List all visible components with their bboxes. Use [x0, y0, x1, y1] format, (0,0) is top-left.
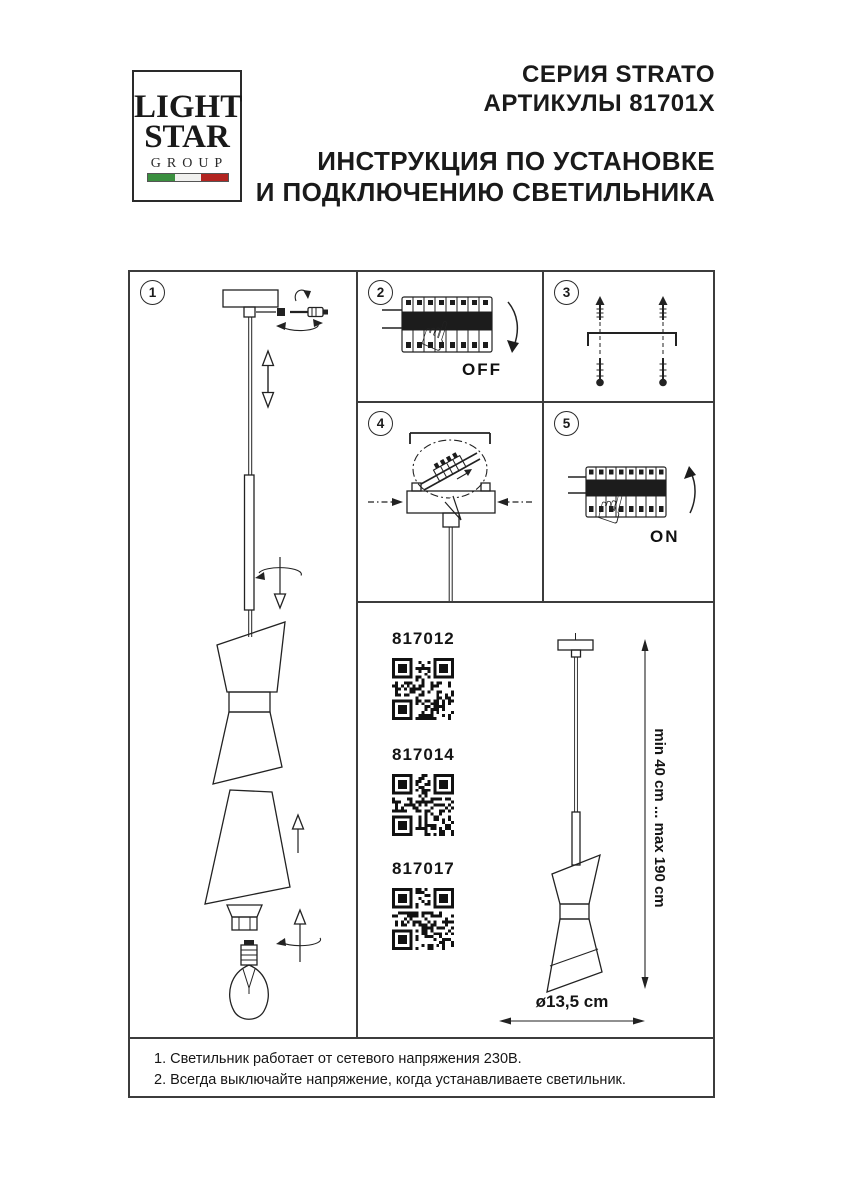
dimensioned-lamp-drawing [488, 603, 713, 1037]
screw-on-arrow-icon [255, 557, 301, 608]
screwdriver-icon [290, 308, 328, 317]
products-panel [358, 603, 713, 1037]
breaker-on-diagram [544, 403, 713, 601]
dowel-right [659, 296, 668, 357]
wires [568, 477, 586, 493]
pointing-hand-icon: ☝ [592, 480, 630, 535]
instruction-title-line1: ИНСТРУКЦИЯ ПО УСТАНОВКЕ [317, 145, 715, 176]
switch-down-arrow-icon [507, 302, 519, 353]
articles-title: АРТИКУЛЫ 81701X [483, 90, 715, 118]
note-1: 1. Светильник работает от сетевого напряжения 230В. [154, 1051, 522, 1067]
instruction-grid [128, 270, 715, 1098]
product-code: 817014 [392, 745, 455, 764]
pointing-hand-icon: ☝ [415, 307, 455, 362]
logo-word-star: STAR [144, 119, 230, 156]
mounting-bracket-diagram [544, 272, 713, 401]
flag-green [148, 174, 175, 181]
step-2-badge: 2 [368, 280, 393, 305]
suspension-rod [245, 475, 255, 610]
wires [382, 310, 402, 328]
product-code: 817012 [392, 629, 455, 648]
breaker-off-diagram [358, 272, 542, 401]
diameter-dimension-arrow [499, 1018, 645, 1025]
bulb-icon [230, 940, 269, 1019]
instruction-title-line2: И ПОДКЛЮЧЕНИЮ СВЕТИЛЬНИКА [255, 176, 715, 207]
step-5-panel [544, 403, 713, 601]
screw-right [659, 358, 667, 386]
product-817014 [392, 745, 482, 836]
bracket-profile [410, 433, 490, 444]
step-5-badge: 5 [554, 411, 579, 436]
grub-screw [277, 308, 285, 316]
terminal-detail-bubble [413, 440, 487, 520]
qr-code [392, 888, 454, 950]
diffuser-cone [205, 790, 290, 904]
product-code: 817017 [392, 859, 455, 878]
step-4-badge: 4 [368, 411, 393, 436]
qr-code [392, 658, 454, 720]
note-2: 2. Всегда выключайте напряжение, когда устанавливаете светильник. [154, 1071, 626, 1088]
suspension-cable [249, 317, 252, 475]
screw-left [596, 358, 604, 386]
pendant-lamp [547, 633, 602, 992]
step-2-panel [358, 272, 542, 401]
on-label: ON [650, 527, 680, 546]
step-4-panel [358, 403, 542, 601]
qr-code [392, 774, 454, 836]
dowel-left [596, 296, 605, 357]
header-titles [256, 60, 715, 208]
lamp-assembly-diagram [130, 272, 356, 1037]
italian-flag-bar [147, 173, 229, 182]
switch-up-arrow-icon [684, 466, 696, 513]
flag-white [175, 174, 202, 181]
bulb-rotate-arrow-icon [276, 910, 321, 962]
flag-red [201, 174, 228, 181]
ceiling-plate [223, 290, 278, 307]
step-1-badge: 1 [140, 280, 165, 305]
notes-panel [130, 1039, 713, 1096]
up-arrow-icon [293, 815, 304, 853]
product-817017 [392, 859, 482, 950]
lamp-shade-top [213, 622, 285, 784]
lightstar-logo [132, 70, 242, 202]
product-817012 [392, 629, 482, 720]
step-1-panel [130, 272, 356, 1037]
height-dimension-arrow [642, 639, 649, 989]
canopy-mounting-diagram [358, 403, 542, 601]
socket-ring [227, 905, 262, 930]
step-3-panel [544, 272, 713, 401]
logo-word-group: GROUP [150, 155, 229, 171]
step-3-badge: 3 [554, 280, 579, 305]
logo-word-light: LIGHT [134, 89, 243, 125]
diameter-label: ø13,5 cm [535, 992, 609, 1011]
series-title: СЕРИЯ STRATO [522, 61, 715, 88]
height-range-label: min 40 cm ... max 190 cm [651, 728, 668, 908]
off-label: OFF [462, 360, 502, 379]
up-down-arrow-icon [263, 351, 274, 407]
